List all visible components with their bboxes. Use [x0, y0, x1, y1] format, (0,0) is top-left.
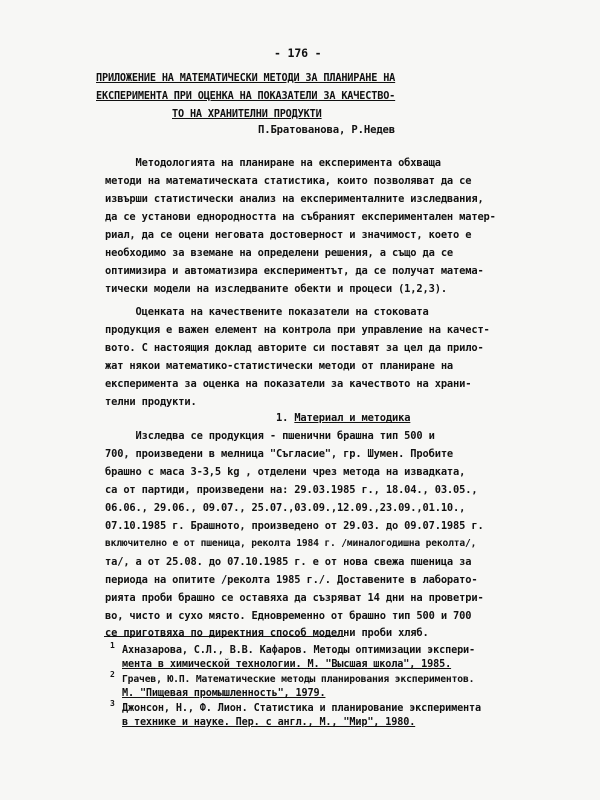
method-line: 700, произведени в мелница "Съгласие", гр. Шумен. Пробите [105, 448, 454, 460]
method-line: Изследва се продукция - пшенични брашна тип 500 и [105, 430, 435, 442]
footnote-line: в технике и науке. Пер. с англ., М., "Мир", 1980. [122, 717, 416, 728]
intro-line: Оценката на качествените показатели на стоковата [105, 306, 429, 318]
intro-line: оптимизира и автоматизира експериментът, да се получат матема- [105, 265, 484, 277]
footnote-line: М. "Пищевая промышленность", 1979. [122, 688, 326, 699]
method-line: та/, а от 25.08. до 07.10.1985 г. е от нова свежа пшеница за [105, 556, 472, 568]
intro-line: извърши статистически анализ на експерименталните изследвания, [105, 193, 484, 205]
method-line: рията проби брашно се оставяха да съзряват 14 дни на проветри- [105, 592, 484, 604]
intro-line: експеримента за оценка на показатели за качеството на храни- [105, 378, 472, 390]
footnote-line: Ахназарова, С.Л., В.В. Кафаров. Методы оптимизации экспери- [122, 645, 476, 656]
intro-line: Методологията на планиране на експеримента обхваща [105, 157, 441, 169]
intro-line: жат някои математико-статистически методи от планиране на [105, 360, 454, 372]
footnote-line: Джонсон, Н., Ф. Лион. Статистика и планирование эксперимента [122, 703, 482, 714]
title-line-2: ЕКСПЕРИМЕНТА ПРИ ОЦЕНКА НА ПОКАЗАТЕЛИ ЗА КАЧЕСТВО- [96, 91, 396, 102]
intro-line: да се установи еднородността на събраният експериментален матер- [105, 211, 496, 223]
method-line: 07.10.1985 г. Брашното, произведено от 29.03. до 09.07.1985 г. [105, 520, 484, 532]
intro-line: продукция е важен елемент на контрола при управление на качест- [105, 324, 490, 336]
authors: П.Братованова, Р.Недев [258, 124, 396, 136]
method-line: брашно с маса 3-3,5 kg , отделени чрез метода на извадката, [105, 466, 466, 478]
title-line-1: ПРИЛОЖЕНИЕ НА МАТЕМАТИЧЕСКИ МЕТОДИ ЗА ПЛАНИРАНЕ НА [96, 73, 396, 84]
section-heading [276, 412, 410, 424]
intro-line: риал, да се оцени неговата достоверност и значимост, което е [105, 229, 472, 241]
footnote-number: 1 [110, 641, 115, 650]
section-title: Материал и методика [294, 412, 411, 424]
intro-line: тически модели на изследваните обекти и процеси (1,2,3). [105, 283, 447, 295]
method-line: се приготвяха по директния способ моделни проби хляб. [105, 627, 429, 639]
footnote-number: 3 [110, 699, 115, 708]
section-number: 1. [276, 412, 295, 424]
footnote-line: Грачев, Ю.П. Математические методы планирования экспериментов. [122, 674, 475, 685]
method-line: 06.06., 29.06., 09.07., 25.07.,03.09.,12.09.,23.09.,01.10., [105, 502, 466, 514]
footnote-number: 2 [110, 670, 115, 679]
intro-line: необходимо за вземане на определени решения, а също да се [105, 247, 454, 259]
intro-line: методи на математическата статистика, които позволяват да се [105, 175, 472, 187]
title-line-3: ТО НА ХРАНИТЕЛНИ ПРОДУКТИ [172, 109, 322, 120]
footnote-line: мента в химической технологии. М. "Высшая школа", 1985. [122, 659, 452, 670]
footnote-rule [104, 636, 344, 637]
method-line: включително е от пшеница, реколта 1984 г. /миналогодишна реколта/, [105, 538, 477, 549]
method-line: периода на опитите /реколта 1985 г./. Доставените в лаборато- [105, 574, 478, 586]
page-number: - 176 - [274, 46, 322, 60]
method-line: во, чисто и сухо място. Едновременно от брашно тип 500 и 700 [105, 610, 472, 622]
intro-line: вото. С настоящия доклад авторите си поставят за цел да прило- [105, 342, 484, 354]
intro-line: телни продукти. [105, 396, 197, 408]
method-line: са от партиди, произведени на: 29.03.1985 г., 18.04., 03.05., [105, 484, 478, 496]
